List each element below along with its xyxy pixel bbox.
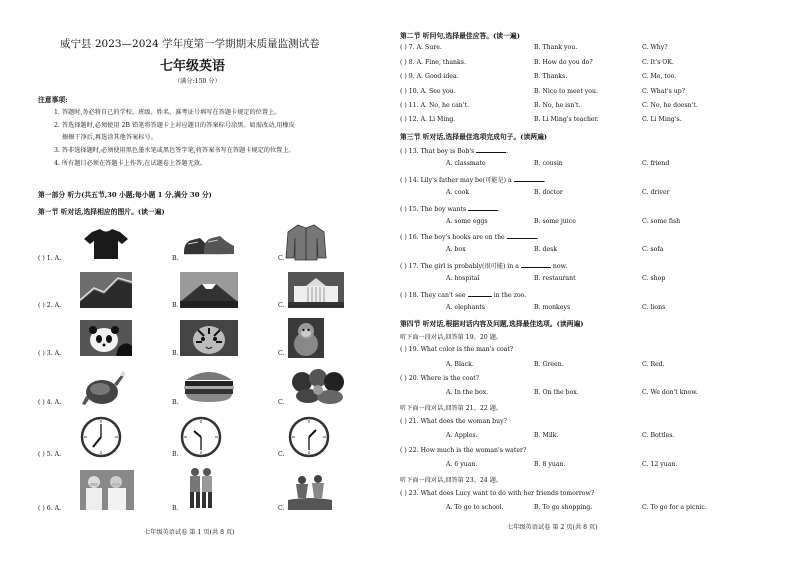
q13-b: B. cousin [534, 160, 563, 167]
q16-end: . [536, 234, 539, 241]
q14-c: C. driver [642, 189, 670, 196]
mount-fuji-picture [180, 272, 238, 308]
q14-a: A. cook [446, 189, 470, 196]
q8-c: C. It's OK. [642, 59, 674, 66]
section2-heading: 第二节 听问句,选择最佳应答。(读一遍) [400, 32, 520, 40]
note-3: 3. 答非选择题时,必须使用黑色墨水笔或黑色签字笔,将答案书写在答题卡规定的位置上。 [54, 147, 295, 154]
q21-b: B. Milk. [534, 432, 559, 439]
q16 [400, 232, 539, 241]
section3-heading: 第三节 听对话,选择最佳选项完成句子。(读两遍) [400, 133, 548, 141]
q13-blank [476, 146, 509, 155]
roast-chicken-picture [80, 366, 126, 410]
note-1: 1. 答题时,务必将自己的学校、班级、姓名、准考证号填写在答题卡规定的位置上。 [54, 109, 281, 116]
q15-blank [468, 204, 501, 213]
q5-b: B. [172, 451, 179, 458]
q10-c: C. What's up? [642, 88, 686, 95]
q1-c: C. [278, 255, 285, 262]
q18-blank [468, 290, 492, 297]
q14 [400, 175, 546, 184]
q14-end: . [543, 177, 546, 184]
q16-blank [507, 232, 537, 239]
q21-c: C. Bottles. [642, 432, 675, 439]
q13-end: . [506, 148, 509, 155]
q14-b: B. doctor [534, 189, 563, 196]
white-house-picture [288, 272, 344, 308]
q7-c: C. Why? [642, 44, 668, 51]
great-wall-picture [80, 272, 132, 308]
q3-num: ( ) 3. A. [38, 350, 62, 357]
workers-picture [186, 466, 216, 510]
q20: ( ) 20. Where is the coat? [400, 375, 480, 382]
q7-b: B. Thank you. [534, 44, 578, 51]
q11-c: C. No, he doesn't. [642, 102, 698, 109]
sneakers-picture [180, 226, 238, 262]
q22-c: C. 12 yuan. [642, 461, 678, 468]
panda-picture [80, 320, 132, 356]
q14-blank [514, 175, 544, 182]
q13 [400, 146, 508, 155]
q15-a: A. some eggs [446, 218, 488, 225]
note-4: 4. 所有题目必须在答题卡上作答,在试题卷上答题无效。 [54, 160, 207, 167]
doctors-picture [80, 470, 134, 510]
q16-a: A. box [446, 246, 466, 253]
q14-text: ( ) 14. Lily's father may be(可能是) a [400, 177, 512, 184]
q15-b: B. some juice [534, 218, 576, 225]
q12-b: B. Li Ming's teacher. [534, 116, 599, 123]
q9-b: B. Thanks. [534, 73, 568, 80]
q12-c: C. Li Ming's. [642, 116, 682, 123]
dialog-3-intro: 听下面一段对话,回答第 23、24 题。 [400, 477, 503, 484]
q17 [400, 261, 567, 270]
q15-end: . [498, 206, 501, 213]
tiger-picture [180, 320, 238, 356]
q22-b: B. 8 yuan. [534, 461, 566, 468]
q16-c: C. sofa [642, 246, 664, 253]
q17-text: ( ) 17. The girl is probably(很可能) in a [400, 263, 519, 270]
left-footer: 七年级英语试卷 第 1 页(共 8 页) [144, 529, 235, 536]
q21: ( ) 21. What does the woman buy? [400, 418, 507, 425]
q23: ( ) 23. What does Lucy want to do with her friends tomorrow? [400, 490, 595, 497]
q19-a: A. Black. [446, 361, 474, 368]
right-footer: 七年级英语试卷 第 2 页(共 8 页) [507, 524, 598, 531]
q12: ( ) 12. A. Li Ming. [400, 116, 456, 123]
q18-a: A. elephants [446, 304, 485, 311]
q8-b: B. How do you do? [534, 59, 593, 66]
q9: ( ) 9. A. Good idea. [400, 73, 459, 80]
hamburger-picture [180, 366, 238, 406]
q6-num: ( ) 6. A. [38, 505, 62, 512]
monkey-picture [288, 318, 324, 358]
q11: ( ) 11. A. No, he can't. [400, 102, 469, 109]
q5-c: C. [278, 451, 285, 458]
q15-c: C. some fish [642, 218, 681, 225]
q15-text: ( ) 15. The boy wants [400, 206, 467, 213]
q18 [400, 290, 526, 299]
q17-c: C. shop [642, 275, 666, 282]
q16-text: ( ) 16. The boy's books are on the [400, 234, 505, 241]
q20-c: C. We don't know. [642, 389, 698, 396]
q23-a: A. To go to school. [446, 504, 504, 511]
note-2: 2. 答选择题时,必须使用 2B 铅笔将答题卡上对应题目的答案标号涂黑。如需改动,用橡皮 [54, 122, 295, 129]
q4-num: ( ) 4. A. [38, 399, 62, 406]
part1-heading: 第一部分 听力(共五节,30 小题;每小题 1 分,满分 30 分) [38, 191, 212, 199]
q2-b: B. [172, 302, 179, 309]
q19-c: C. Red. [642, 361, 665, 368]
q23-c: C. To go for a picnic. [642, 504, 707, 511]
q6-c: C. [278, 505, 285, 512]
q21-a: A. Apples. [446, 432, 478, 439]
q1-num: ( ) 1. A. [38, 255, 62, 262]
section1-heading: 第一节 听对话,选择相应的图片。(读一遍) [38, 208, 165, 216]
clock-c-picture [288, 416, 330, 458]
q6-b: B. [172, 505, 179, 512]
full-score: （满分:150 分） [174, 78, 221, 85]
exam-subtitle: 七年级英语 [160, 59, 226, 74]
q19-b: B. Green. [534, 361, 564, 368]
section4-heading: 第四节 听对话,根据对话内容及问题,选择最佳选项。(读两遍) [400, 320, 584, 328]
q22: ( ) 22. How much is the woman's water? [400, 447, 527, 454]
q13-text: ( ) 13. That boy is Bob's [400, 148, 475, 155]
q1-b: B. [172, 255, 179, 262]
q19: ( ) 19. What color is the man's coat? [400, 346, 514, 353]
q15 [400, 204, 500, 213]
q10: ( ) 10. A. See you. [400, 88, 456, 95]
clock-a-picture [80, 416, 122, 458]
q4-b: B. [172, 399, 179, 406]
q18-end: in the zoo. [491, 292, 527, 299]
notes-heading: 注意事项: [38, 96, 68, 104]
page-right [397, 0, 794, 561]
q20-b: B. On the box. [534, 389, 579, 396]
q11-b: B. No, he isn't. [534, 102, 581, 109]
q22-a: A. 6 yuan. [446, 461, 478, 468]
q17-blank [521, 261, 551, 268]
q10-b: B. Nice to meet you. [534, 88, 598, 95]
q2-num: ( ) 2. A. [38, 302, 62, 309]
q20-a: A. In the box. [446, 389, 489, 396]
exam-title: 威宁县 2023—2024 学年度第一学期期末质量监测试卷 [60, 38, 320, 50]
q4-c: C. [278, 399, 285, 406]
dialog-2-intro: 听下面一段对话,回答第 21、22 题。 [400, 405, 503, 412]
clock-b-picture [180, 416, 222, 458]
jacket-picture [284, 222, 328, 262]
q17-end: now. [550, 263, 568, 270]
q17-a: A. hospital [446, 275, 480, 282]
q13-a: A. classmate [446, 160, 486, 167]
q2-c: C. [278, 302, 285, 309]
q7: ( ) 7. A. Sure. [400, 44, 442, 51]
note-2-cont: 擦擦干净后,再选涂其他答案标号。 [62, 134, 157, 141]
q16-b: B. desk [534, 246, 558, 253]
q8: ( ) 8. A. Fine, thanks. [400, 59, 466, 66]
q9-c: C. Me, too. [642, 73, 677, 80]
farmers-picture [288, 470, 332, 510]
q13-c: C. friend [642, 160, 670, 167]
q3-b: B. [172, 350, 179, 357]
dialog-1-intro: 听下面一段对话,回答第 19、20 题。 [400, 334, 503, 341]
q18-b: B. monkeys [534, 304, 571, 311]
q18-c: C. lions [642, 304, 666, 311]
q3-c: C. [278, 350, 285, 357]
q17-b: B. restaurant [534, 275, 576, 282]
q23-b: B. To go shopping. [534, 504, 593, 511]
vegetables-picture [288, 366, 348, 406]
q18-text: ( ) 18. They can't see [400, 292, 466, 299]
tshirt-picture [80, 226, 132, 262]
q5-num: ( ) 5. A. [38, 451, 62, 458]
